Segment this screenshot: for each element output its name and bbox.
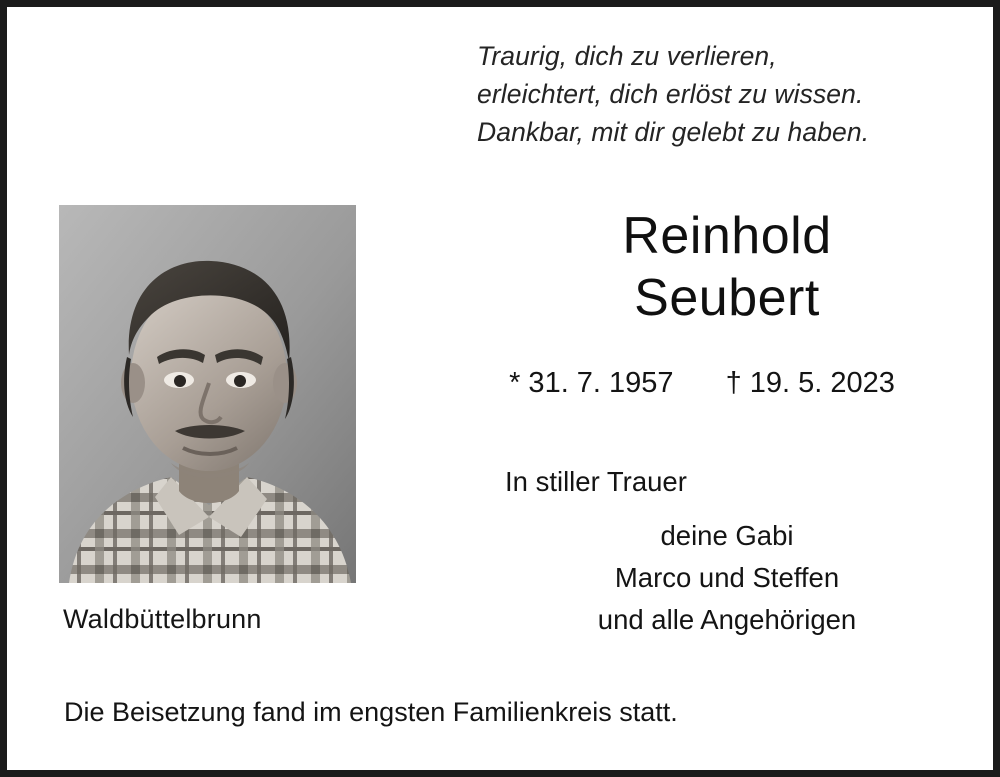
portrait-photo (59, 205, 356, 583)
funeral-note: Die Beisetzung fand im engsten Familienkreis statt. (64, 697, 678, 727)
verse-line-1: Traurig, dich zu verlieren, (477, 41, 777, 71)
epigraph-verse (477, 37, 977, 151)
last-name: Seubert (634, 269, 820, 327)
birth-date: * 31. 7. 1957 (509, 367, 674, 399)
life-dates (442, 367, 962, 400)
mourner-line-2: Marco und Steffen (614, 562, 840, 593)
deceased-name (477, 205, 977, 329)
mourner-line-1: deine Gabi (660, 520, 794, 551)
death-date: † 19. 5. 2023 (725, 367, 895, 399)
place-label: Waldbüttelbrunn (63, 604, 262, 634)
mourner-line-3: und alle Angehörigen (597, 604, 857, 635)
verse-line-2: erleichtert, dich erlöst zu wissen. (477, 79, 864, 109)
mourners-list (477, 515, 977, 641)
verse-line-3: Dankbar, mit dir gelebt zu haben. (477, 117, 870, 147)
portrait-illustration (59, 205, 356, 583)
mourning-intro: In stiller Trauer (505, 466, 687, 497)
first-name: Reinhold (622, 207, 832, 265)
